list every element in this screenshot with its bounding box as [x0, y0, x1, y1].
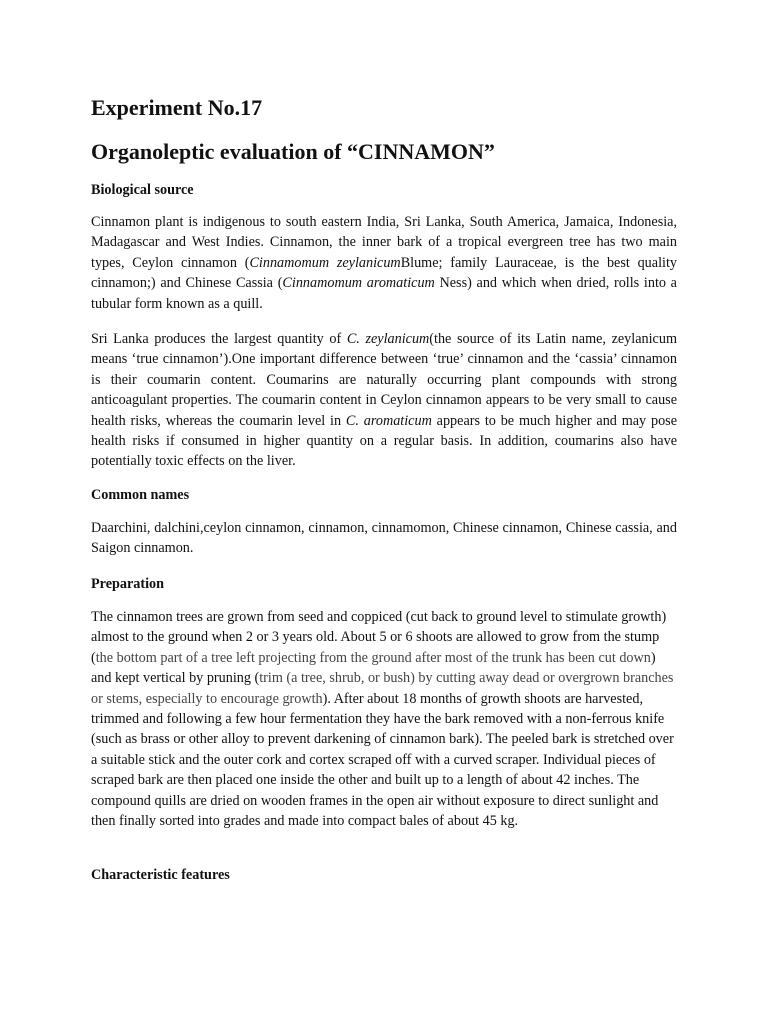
heading-common-names: Common names: [91, 487, 190, 503]
heading-preparation: Preparation: [91, 576, 165, 592]
text-run: Ness) and which when dried, rolls into a tubular form known as a quill.: [91, 275, 677, 312]
page-title: Organoleptic evaluation of “CINNAMON”: [91, 139, 495, 164]
heading-biological-source: Biological source: [91, 182, 194, 198]
definition-stump: the bottom part of a tree left projecting from the ground after most of the trunk has been cut down: [95, 649, 651, 666]
text-run: appears to be much higher and may pose health risks if consumed in higher quantity on a regular basis. In addition, coumarins also have potentially toxic effects on the liver.: [91, 412, 678, 470]
text-run: Blume; family Lauraceae, is the best quality cinnamon;) and Chinese Cassia (: [91, 254, 677, 292]
paragraph-biological-source-1: [91, 212, 677, 314]
heading-characteristic-features: Characteristic features: [91, 867, 230, 883]
species-name: Cinnamomum aromaticum: [282, 275, 435, 292]
text-run: Cinnamon plant is indigenous to south eastern India, Sri Lanka, South America, Jamaica, Indonesia, Madagascar and West Indies. Cinnamon, the inner bark of a tropical evergreen tree has two main types, Ceylon cinnamon (: [91, 214, 677, 271]
text-run: ). After about 18 months of growth shoots are harvested, trimmed and following a few hour fermentation they have the bark removed with a non-ferrous knife (such as brass or other alloy to prevent darkening of cinnamon bark). The peeled bark is stretched over a suitable stick and the outer cork and cortex scraped off with a curved scraper. Individual pieces of scraped bark are then placed one inside the other and built up to a length of about 42 inches. The compound quills are dried on wooden frames in the open air without exposure to direct sunlight and then finally sorted into grades and made into compact bales of about 45 kg.: [91, 690, 674, 830]
definition-pruning: trim (a tree, shrub, or bush) by cutting away dead or overgrown branches or stems, especially to encourage growth: [91, 670, 674, 707]
paragraph-preparation: [91, 607, 677, 831]
species-name: Cinnamomum zeylanicum: [249, 254, 401, 271]
text-run: The cinnamon trees are grown from seed and coppiced (cut back to ground level to stimulate growth) almost to the ground when 2 or 3 years old. About 5 or 6 shoots are allowed to grow from the stump (: [91, 609, 667, 666]
text-run: Sri Lanka produces the largest quantity of: [91, 331, 347, 347]
paragraph-common-names: Daarchini, dalchini,ceylon cinnamon, cinnamon, cinnamomon, Chinese cinnamon, Chinese cassia, and Saigon cinnamon.: [91, 520, 677, 557]
species-name: C. aromaticum: [345, 412, 432, 429]
paragraph-biological-source-2: [91, 329, 677, 472]
text-run: ) and kept vertical by pruning (: [91, 649, 656, 687]
text-run: (the source of its Latin name, zeylanicum means ‘true cinnamon’).One important difference between ‘true’ cinnamon and the ‘cassia’ cinnamon is their coumarin content. Coumarins are naturally occurring plant compounds with strong anticoagulant properties. The coumarin content in Ceylon cinnamon appears to be very small to cause health risks, whereas the coumarin level in: [91, 331, 677, 429]
species-name: C. zeylanicum: [346, 331, 430, 347]
experiment-title: Experiment No.17: [91, 95, 263, 120]
